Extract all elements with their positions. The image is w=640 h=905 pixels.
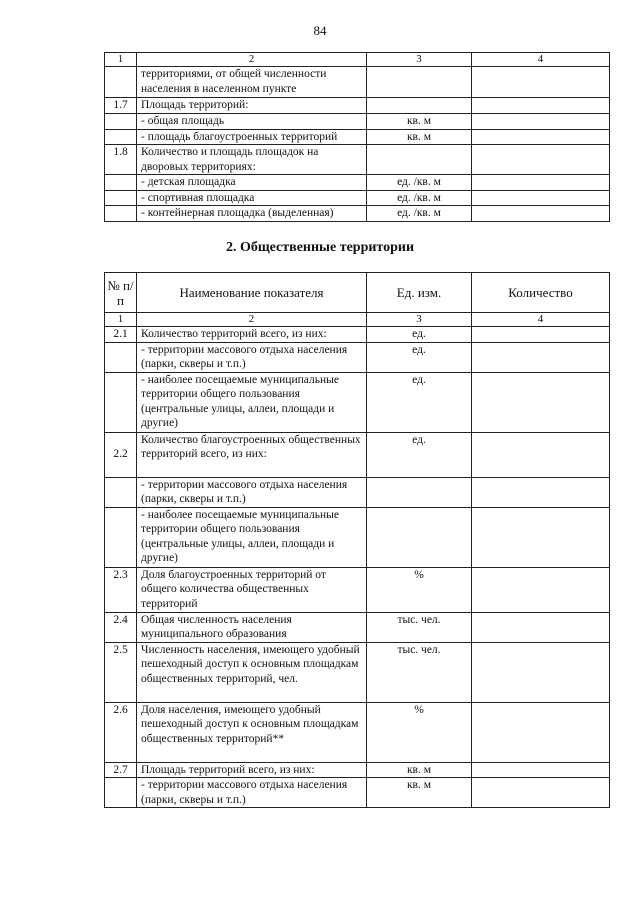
row-number (105, 477, 137, 507)
row-number: 2.7 (105, 762, 137, 778)
indicator-name: - площадь благоустроенных территорий (137, 129, 367, 145)
table-row (105, 145, 610, 175)
header-number: № п/п (105, 273, 137, 313)
quantity-cell (472, 778, 610, 808)
quantity-cell (472, 129, 610, 145)
column-index: 2 (137, 53, 367, 67)
quantity-cell (472, 612, 610, 642)
table-row (105, 477, 610, 507)
table-row (105, 432, 610, 477)
table-row (105, 129, 610, 145)
row-number: 2.4 (105, 612, 137, 642)
row-number (105, 175, 137, 191)
quantity-cell (472, 702, 610, 762)
table-row (105, 98, 610, 114)
quantity-cell (472, 206, 610, 222)
unit-cell: ед. (367, 342, 472, 372)
table-row (105, 702, 610, 762)
quantity-cell (472, 175, 610, 191)
row-number (105, 190, 137, 206)
unit-cell (367, 507, 472, 567)
row-number: 1.8 (105, 145, 137, 175)
unit-cell: ед. /кв. м (367, 175, 472, 191)
indicator-name: Площадь территорий всего, из них: (137, 762, 367, 778)
unit-cell (367, 67, 472, 98)
indicator-name: - общая площадь (137, 114, 367, 130)
unit-cell: кв. м (367, 762, 472, 778)
indicator-table-continued (104, 52, 610, 222)
unit-cell: ед. (367, 432, 472, 477)
row-number: 2.5 (105, 642, 137, 702)
unit-cell: ед. /кв. м (367, 206, 472, 222)
unit-cell: % (367, 567, 472, 612)
table-index-row (105, 313, 610, 327)
column-index: 3 (367, 53, 472, 67)
indicator-name: - территории массового отдыха населения (парки, скверы и т.п.) (137, 477, 367, 507)
table-header-row (105, 273, 610, 313)
indicator-name: - контейнерная площадка (выделенная) (137, 206, 367, 222)
quantity-cell (472, 477, 610, 507)
indicator-name: Количество и площадь площадок на дворовых территориях: (137, 145, 367, 175)
table-index-row (105, 53, 610, 67)
table-row (105, 114, 610, 130)
row-number: 2.2 (105, 432, 137, 477)
unit-cell: тыс. чел. (367, 612, 472, 642)
unit-cell (367, 98, 472, 114)
row-number (105, 114, 137, 130)
row-number (105, 206, 137, 222)
header-unit: Ед. изм. (367, 273, 472, 313)
quantity-cell (472, 327, 610, 343)
unit-cell: ед. (367, 372, 472, 432)
header-quantity: Количество (472, 273, 610, 313)
indicator-name: Численность населения, имеющего удобный пешеходный доступ к основным площадкам общественных территорий, чел. (137, 642, 367, 702)
row-number (105, 129, 137, 145)
header-indicator: Наименование показателя (137, 273, 367, 313)
table-row (105, 190, 610, 206)
quantity-cell (472, 114, 610, 130)
page-number: 84 (313, 23, 327, 38)
table-row (105, 567, 610, 612)
indicator-name: Количество благоустроенных общественных территорий всего, из них: (137, 432, 367, 477)
column-index: 3 (367, 313, 472, 327)
row-number: 2.3 (105, 567, 137, 612)
indicator-name: - спортивная площадка (137, 190, 367, 206)
unit-cell: кв. м (367, 778, 472, 808)
table-row (105, 507, 610, 567)
column-index: 4 (472, 53, 610, 67)
quantity-cell (472, 567, 610, 612)
column-index: 1 (105, 53, 137, 67)
indicator-name: - территории массового отдыха населения (парки, скверы и т.п.) (137, 342, 367, 372)
indicator-name: территориями, от общей численности населения в населенном пункте (137, 67, 367, 98)
unit-cell: ед. (367, 327, 472, 343)
quantity-cell (472, 98, 610, 114)
row-number: 2.6 (105, 702, 137, 762)
row-number (105, 67, 137, 98)
column-index: 4 (472, 313, 610, 327)
quantity-cell (472, 145, 610, 175)
quantity-cell (472, 190, 610, 206)
quantity-cell (472, 372, 610, 432)
table-row (105, 206, 610, 222)
table-row (105, 778, 610, 808)
public-territories-table (104, 272, 610, 808)
row-number (105, 507, 137, 567)
indicator-name: Доля населения, имеющего удобный пешеходный доступ к основным площадкам общественных территорий** (137, 702, 367, 762)
column-index: 2 (137, 313, 367, 327)
section-title: 2. Общественные территории (225, 240, 415, 255)
unit-cell: тыс. чел. (367, 642, 472, 702)
table-row (105, 327, 610, 343)
quantity-cell (472, 762, 610, 778)
quantity-cell (472, 507, 610, 567)
indicator-name: Количество территорий всего, из них: (137, 327, 367, 343)
unit-cell: ед. /кв. м (367, 190, 472, 206)
indicator-name: - территории массового отдыха населения (парки, скверы и т.п.) (137, 778, 367, 808)
column-index: 1 (105, 313, 137, 327)
unit-cell (367, 145, 472, 175)
indicator-name: - наиболее посещаемые муниципальные территории общего пользования (центральные улицы, аллеи, площади и другие) (137, 372, 367, 432)
indicator-name: - наиболее посещаемые муниципальные территории общего пользования (центральные улицы, аллеи, площади и другие) (137, 507, 367, 567)
indicator-name: Общая численность населения муниципального образования (137, 612, 367, 642)
indicator-name: Площадь территорий: (137, 98, 367, 114)
table-row (105, 762, 610, 778)
unit-cell: кв. м (367, 129, 472, 145)
unit-cell (367, 477, 472, 507)
table-row (105, 612, 610, 642)
row-number: 2.1 (105, 327, 137, 343)
quantity-cell (472, 642, 610, 702)
row-number (105, 342, 137, 372)
table-row (105, 175, 610, 191)
row-number (105, 778, 137, 808)
unit-cell: % (367, 702, 472, 762)
table-row (105, 342, 610, 372)
quantity-cell (472, 432, 610, 477)
indicator-name: - детская площадка (137, 175, 367, 191)
table-row (105, 642, 610, 702)
table-row (105, 67, 610, 98)
quantity-cell (472, 342, 610, 372)
table-row (105, 372, 610, 432)
indicator-name: Доля благоустроенных территорий от общего количества общественных территорий (137, 567, 367, 612)
row-number: 1.7 (105, 98, 137, 114)
unit-cell: кв. м (367, 114, 472, 130)
quantity-cell (472, 67, 610, 98)
row-number (105, 372, 137, 432)
